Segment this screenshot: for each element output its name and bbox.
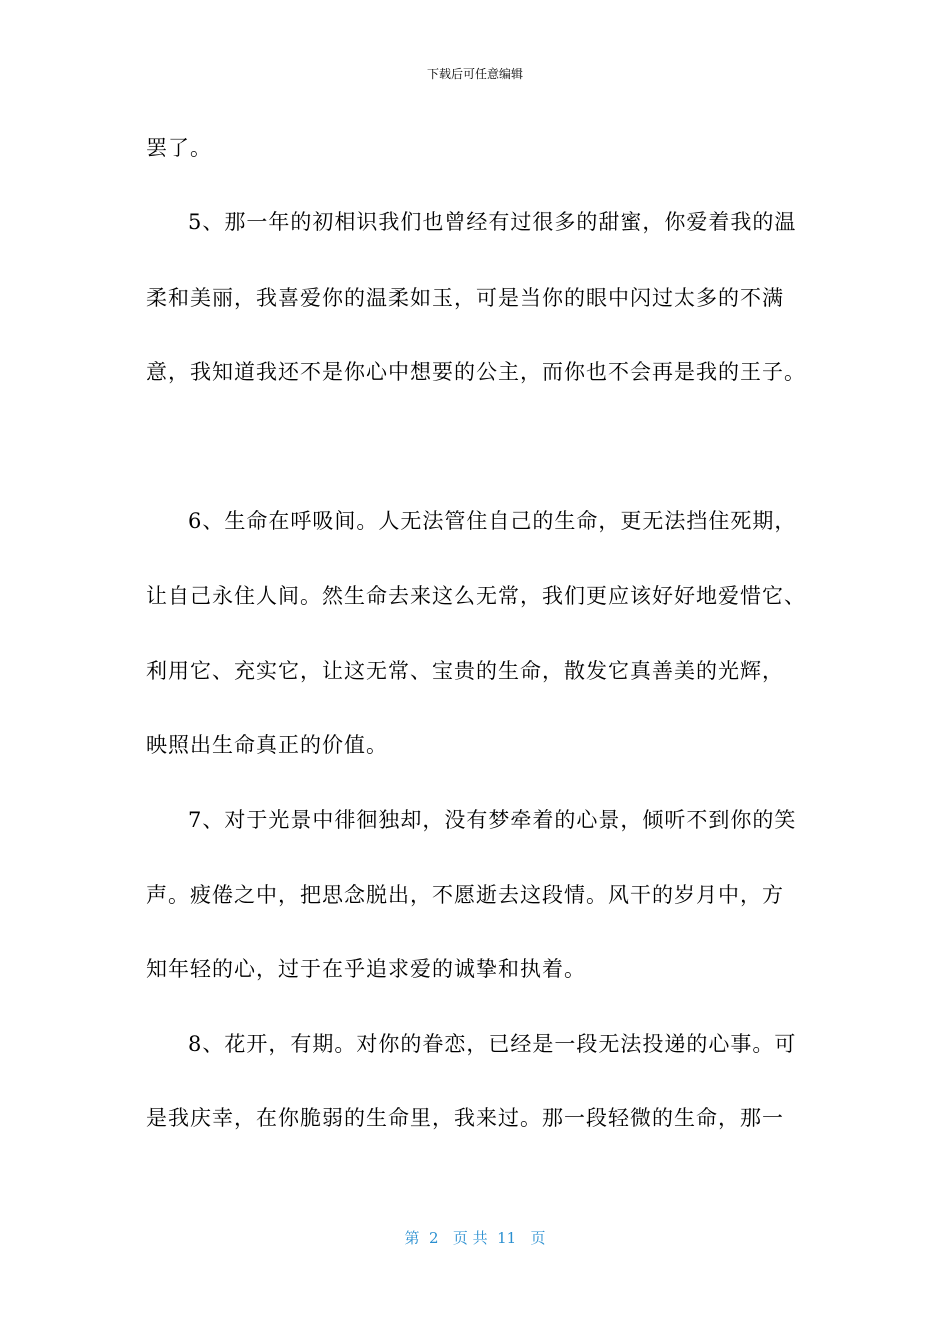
text-line: 罢了。 [146,136,212,160]
text-line: 5、那一年的初相识我们也曾经有过很多的甜蜜，你爱着我的温 [188,210,797,234]
text-line: 映照出生命真正的价值。 [146,733,388,757]
text-line: 意，我知道我还不是你心中想要的公主，而你也不会再是我的王子。 [146,360,806,384]
text-line: 柔和美丽，我喜爱你的温柔如玉，可是当你的眼中闪过太多的不满 [146,286,784,310]
text-line: 声。疲倦之中，把思念脱出，不愿逝去这段情。风干的岁月中，方 [146,883,784,907]
text-line: 8、花开，有期。对你的眷恋，已经是一段无法投递的心事。可 [188,1032,797,1056]
page-footer: 第 2 页 共 11 页 [404,1229,546,1247]
text-line: 知年轻的心，过于在乎追求爱的诚挚和执着。 [146,957,586,981]
text-line: 7、对于光景中徘徊独却，没有梦牵着的心景，倾听不到你的笑 [188,808,797,832]
text-line: 6、生命在呼吸间。人无法管住自己的生命，更无法挡住死期， [188,509,797,533]
text-line: 是我庆幸，在你脆弱的生命里，我来过。那一段轻微的生命，那一 [146,1106,784,1130]
page-header: 下载后可任意编辑 [426,67,523,81]
text-line: 让自己永住人间。然生命去来这么无常，我们更应该好好地爱惜它、 [146,584,806,608]
text-line: 利用它、充实它，让这无常、宝贵的生命，散发它真善美的光辉， [146,659,784,683]
